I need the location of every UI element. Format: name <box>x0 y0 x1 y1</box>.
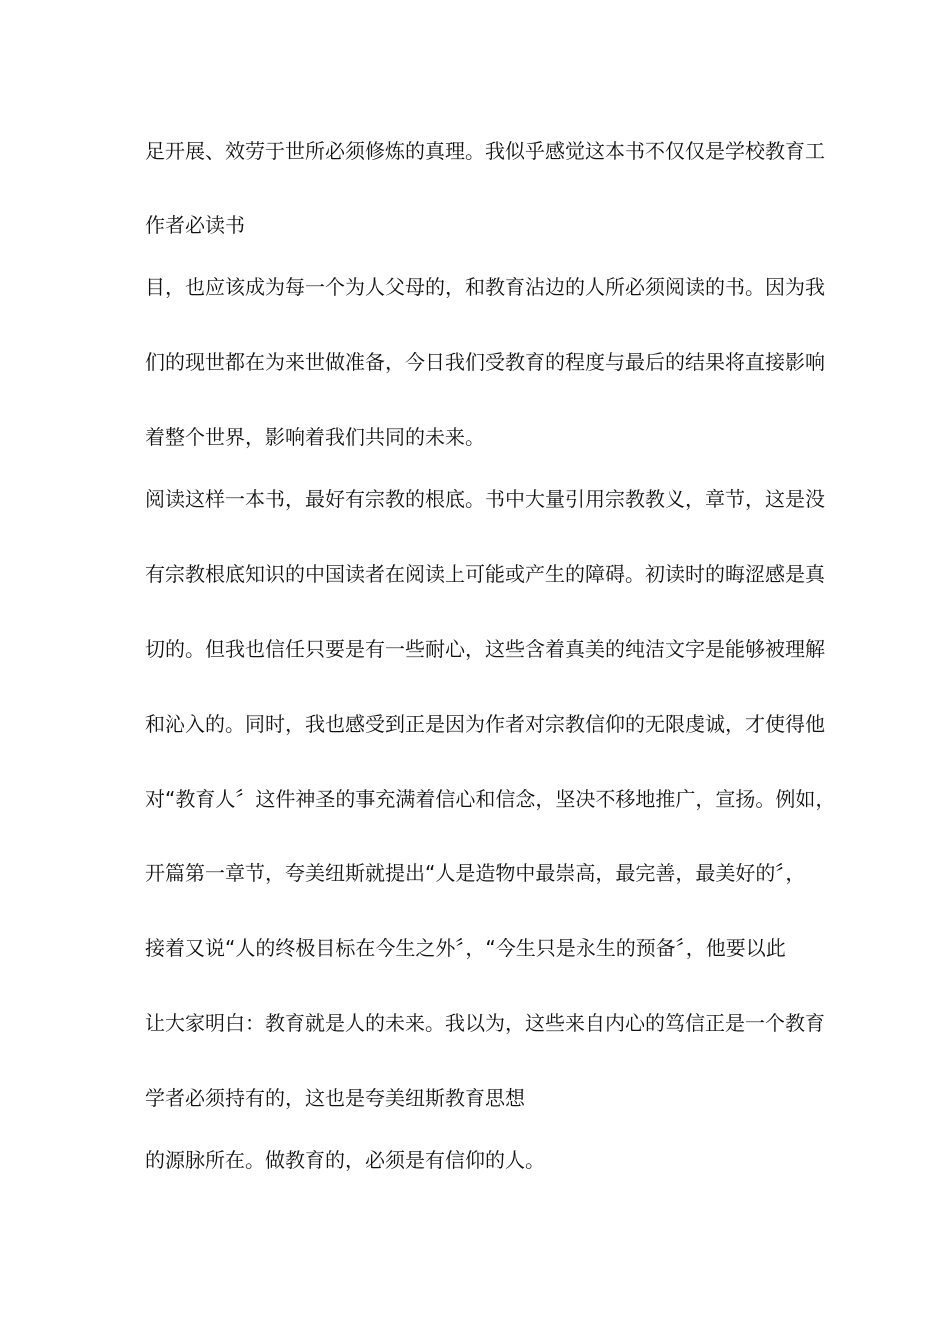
text-line: 让大家明白：教育就是人的未来。我以为，这些来自内心的笃信正是一个教育 <box>145 1011 825 1035</box>
text-line: 和沁入的。同时，我也感受到正是因为作者对宗教信仰的无限虔诚，才使得他 <box>145 712 825 736</box>
text-line: 开篇第一章节，夸美纽斯就提出“人是造物中最崇高，最完善，最美好的〞， <box>145 861 806 885</box>
text-line: 作者必读书 <box>145 213 245 237</box>
text-line: 学者必须持有的，这也是夸美纽斯教育思想 <box>145 1086 525 1110</box>
text-line: 接着又说“人的终极目标在今生之外〞，“今生只是永生的预备〞，他要以此 <box>145 936 786 960</box>
text-line: 们的现世都在为来世做准备，今日我们受教育的程度与最后的结果将直接影响 <box>145 350 825 374</box>
text-line: 有宗教根底知识的中国读者在阅读上可能或产生的障碍。初读时的晦涩感是真 <box>145 562 825 586</box>
text-line: 的源脉所在。做教育的，必须是有信仰的人。 <box>145 1148 545 1172</box>
text-line: 目，也应该成为每一个为人父母的，和教育沾边的人所必须阅读的书。因为我 <box>145 275 825 299</box>
text-line: 阅读这样一本书，最好有宗教的根底。书中大量引用宗教教义，章节，这是没 <box>145 487 825 511</box>
text-line: 对“教育人〞这件神圣的事充满着信心和信念，坚决不移地推广，宣扬。例如， <box>145 787 836 811</box>
text-line: 足开展、效劳于世所必须修炼的真理。我似乎感觉这本书不仅仅是学校教育工 <box>145 139 825 163</box>
text-line: 切的。但我也信任只要是有一些耐心，这些含着真美的纯洁文字是能够被理解 <box>145 637 825 661</box>
text-line: 着整个世界，影响着我们共同的未来。 <box>145 425 485 449</box>
